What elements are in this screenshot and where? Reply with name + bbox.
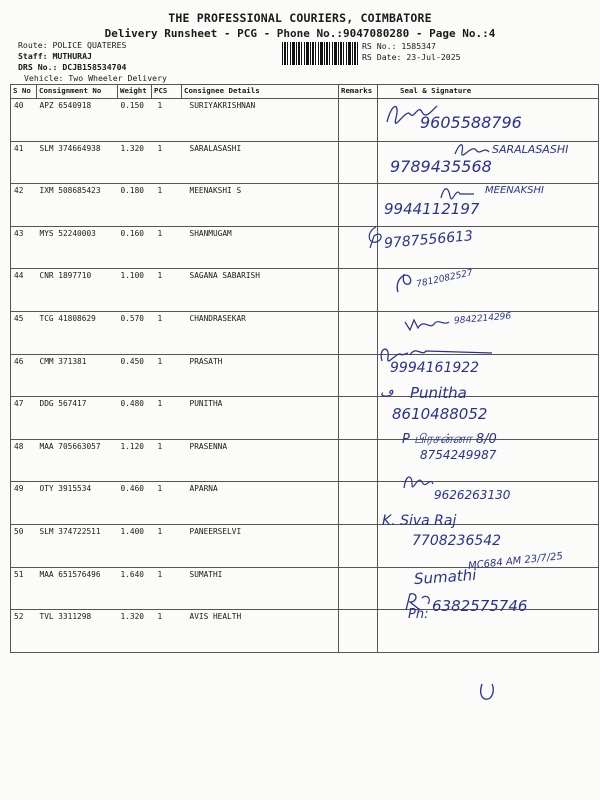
handwritten-phone: 9944112197 [384,200,480,218]
table-row [11,610,599,653]
pcs-cell: 1 [152,184,182,227]
consignee-cell: AVIS HEALTH [182,610,339,653]
remarks-cell [339,99,378,142]
remarks-cell [339,610,378,653]
weight-cell: 1.100 [118,269,152,312]
remarks-cell [339,397,378,440]
route-label: Route: POLICE QUATERES [18,40,127,50]
handwritten-phone: 9789435568 [390,157,492,176]
consignee-cell: PRASENNA [182,439,339,482]
consignee-cell: MEENAKSHI S [182,184,339,227]
handwritten-name: K. Siva Raj [382,513,457,529]
consignment-cell: TCG 41808629 [37,311,118,354]
pcs-cell: 1 [152,99,182,142]
remarks-cell [339,141,378,184]
pcs-cell: 1 [152,354,182,397]
handwritten-note: MC684 AM 23/7/25 [467,551,564,572]
sno-cell: 52 [11,610,37,653]
col-pcs: PCS [152,85,182,99]
table-row [11,439,599,482]
handwritten-name: Punitha [410,384,467,402]
handwritten-phone: 7812082527 [415,268,474,290]
consignment-cell: TVL 3311298 [37,610,118,653]
sno-cell: 46 [11,354,37,397]
consignment-cell: SLM 374664938 [37,141,118,184]
remarks-cell [339,482,378,525]
remarks-cell [339,184,378,227]
sno-cell: 49 [11,482,37,525]
sno-cell: 51 [11,567,37,610]
consignee-cell: SARALASASHI [182,141,339,184]
sno-cell: 43 [11,226,37,269]
drs-label: DRS No.: DCJB158534704 [18,62,127,72]
handwritten-phone: 9842214296 [453,311,512,327]
weight-cell: 0.150 [118,99,152,142]
handwritten-phone: 9626263130 [434,488,511,502]
consignee-cell: SHANMUGAM [182,226,339,269]
consignee-cell: SAGANA SABARISH [182,269,339,312]
handwritten-phone: 9787556613 [383,228,474,252]
weight-cell: 1.640 [118,567,152,610]
remarks-cell [339,269,378,312]
consignment-cell: MAA 651576496 [37,567,118,610]
handwritten-phone: 8610488052 [392,405,488,423]
sno-cell: 44 [11,269,37,312]
pcs-cell: 1 [152,226,182,269]
col-weight: Weight [118,85,152,99]
handwritten-name: MEENAKSHI [485,185,544,196]
pcs-cell: 1 [152,524,182,567]
handwritten-prefix: Ph: [408,607,429,622]
col-consignee: Consignee Details [182,85,339,99]
weight-cell: 0.570 [118,311,152,354]
handwritten-phone: 9605588796 [420,113,522,132]
col-sno: S No [11,85,37,99]
table-header-row [11,85,599,99]
handwritten-name: SARALASASHI [492,143,569,156]
handwritten-phone: 7708236542 [412,533,502,549]
handwritten-phone: 8754249987 [420,448,497,462]
table-row [11,226,599,269]
signature-mark [392,268,416,296]
signature-mark [400,470,436,494]
runsheet-title: Delivery Runsheet - PCG - Phone No.:9047080280 - Page No.:4 [104,27,496,40]
rs-date-label: RS Date: 23-Jul-2025 [362,52,461,62]
weight-cell: 0.480 [118,397,152,440]
barcode [282,42,360,65]
remarks-cell [339,567,378,610]
consignment-cell: APZ 6540918 [37,99,118,142]
handwritten-mark: ڡ [380,385,394,400]
consignee-cell: PUNITHA [182,397,339,440]
consignment-cell: CNR 1897710 [37,269,118,312]
pcs-cell: 1 [152,482,182,525]
company-title: THE PROFESSIONAL COURIERS, COIMBATORE [168,11,432,25]
consignee-cell: CHANDRASEKAR [182,311,339,354]
staff-label: Staff: MUTHURAJ [18,51,92,61]
pcs-cell: 1 [152,397,182,440]
sno-cell: 40 [11,99,37,142]
consignment-cell: MYS 52240003 [37,226,118,269]
table-row [11,269,599,312]
signature-mark [402,314,452,334]
consignee-cell: SURIYAKRISHNAN [182,99,339,142]
weight-cell: 0.460 [118,482,152,525]
sno-cell: 47 [11,397,37,440]
pcs-cell: 1 [152,141,182,184]
consignee-cell: PANEERSELVI [182,524,339,567]
pcs-cell: 1 [152,439,182,482]
consignment-cell: DDG 567417 [37,397,118,440]
consignment-cell: IXM 508685423 [37,184,118,227]
vehicle-label: Vehicle: Two Wheeler Delivery [24,73,167,83]
sno-cell: 41 [11,141,37,184]
consignment-cell: CMM 371381 [37,354,118,397]
sno-cell: 42 [11,184,37,227]
handwritten-phone: 6382575746 [432,597,528,615]
sno-cell: 48 [11,439,37,482]
col-remarks: Remarks [339,85,378,99]
remarks-cell [339,311,378,354]
weight-cell: 1.320 [118,141,152,184]
weight-cell: 0.450 [118,354,152,397]
consignment-cell: SLM 374722511 [37,524,118,567]
col-signature: Seal & Signature [378,85,599,99]
col-consignment: Consignment No [37,85,118,99]
remarks-cell [339,354,378,397]
weight-cell: 1.400 [118,524,152,567]
handwritten-phone: 9994161922 [390,360,480,376]
weight-cell: 0.160 [118,226,152,269]
remarks-cell [339,524,378,567]
consignee-cell: PRASATH [182,354,339,397]
table-row [11,397,599,440]
weight-cell: 0.180 [118,184,152,227]
pcs-cell: 1 [152,311,182,354]
consignment-cell: MAA 705663057 [37,439,118,482]
table-row [11,354,599,397]
remarks-cell [339,439,378,482]
stray-mark [476,680,498,706]
sno-cell: 50 [11,524,37,567]
weight-cell: 1.120 [118,439,152,482]
handwritten-name: P பிரசன்னா 8/0 [402,432,497,447]
handwritten-name: Sumathi [413,565,477,589]
pcs-cell: 1 [152,610,182,653]
rs-no-label: RS No.: 1585347 [362,41,436,51]
consignee-cell: APARNA [182,482,339,525]
sno-cell: 45 [11,311,37,354]
pcs-cell: 1 [152,269,182,312]
weight-cell: 1.320 [118,610,152,653]
pcs-cell: 1 [152,567,182,610]
consignment-cell: OTY 3915534 [37,482,118,525]
consignee-cell: SUMATHI [182,567,339,610]
